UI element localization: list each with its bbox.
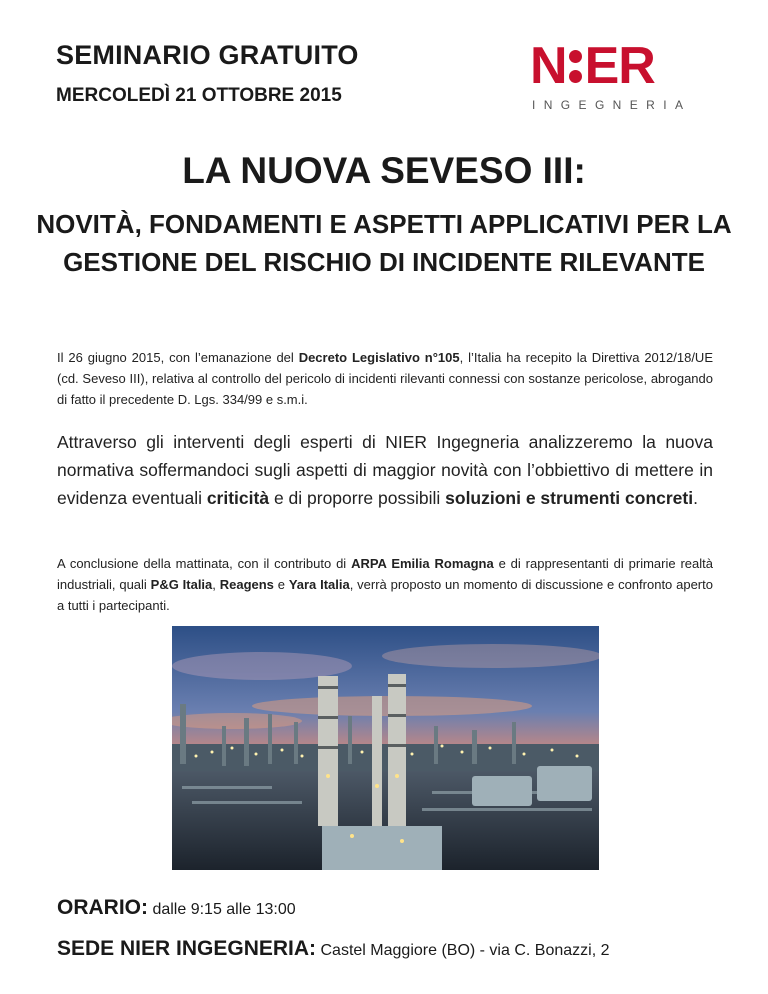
logo-wordmark: [530, 37, 655, 95]
highlight-yara: Yara Italia: [288, 577, 350, 592]
page-subtitle: NOVITÀ, FONDAMENTI E ASPETTI APPLICATIVI PER LA GESTIONE DEL RISCHIO DI INCIDENTE RILEVANTE: [36, 209, 732, 277]
logo-subtitle: INGEGNERIA: [532, 98, 692, 112]
logo-letters-er: ER: [584, 37, 655, 95]
intro-paragraph: [57, 347, 713, 410]
nier-logo: [530, 37, 710, 120]
schedule-label: ORARIO:: [57, 896, 148, 919]
description-paragraph: [57, 428, 713, 512]
text-span: Attraverso gli interventi degli esperti di NIER Ingegneria analizzeremo la nuova normativa soffermandoci sugli aspetti di maggior novità con l’obbiettivo di mettere in evidenza eventuali: [57, 432, 713, 508]
text-span: e di rappresentanti di primarie realtà industriali, quali: [57, 556, 713, 592]
highlight-soluzioni: soluzioni e strumenti concreti: [445, 488, 694, 508]
text-span: , l’Italia ha recepito la Direttiva 2012/18/UE (cd. Seveso III), relativa al controllo del pericolo di incidenti rilevanti connessi con sostanze pericolose, abrogando di fatto il precedente D. Lgs. 334/99 e s.m.i.: [57, 350, 713, 407]
decree-highlight: Decreto Legislativo n°105: [298, 350, 460, 365]
text-span: Il 26 giugno 2015, con l’emanazione del: [57, 350, 299, 365]
highlight-reagens: Reagens: [219, 577, 274, 592]
text-span: e: [273, 577, 289, 592]
event-type: SEMINARIO GRATUITO: [56, 40, 359, 70]
text-span: , verrà proposto un momento di discussione e confronto aperto a tutti i partecipanti.: [57, 577, 713, 613]
text-span: ,: [212, 577, 220, 592]
refinery-photo: [172, 626, 599, 870]
text-span: A conclusione della mattinata, con il contributo di: [57, 556, 352, 571]
venue-line: [57, 937, 609, 961]
refinery-image: [172, 626, 599, 870]
schedule-line: [57, 896, 296, 920]
event-date: MERCOLEDÌ 21 OTTOBRE 2015: [56, 85, 342, 106]
venue-value: Castel Maggiore (BO) - via C. Bonazzi, 2: [316, 942, 610, 959]
highlight-criticita: criticità: [206, 488, 270, 508]
text-span: e di proporre possibili: [269, 488, 446, 508]
highlight-pg: P&G Italia: [150, 577, 213, 592]
logo-letter-n: N: [530, 37, 567, 95]
logo-colon-icon: [569, 46, 583, 86]
text-span: .: [693, 488, 698, 508]
header: [56, 38, 359, 107]
conclusion-paragraph: [57, 553, 713, 616]
page-title: LA NUOVA SEVESO III:: [182, 150, 586, 191]
venue-label: SEDE NIER INGEGNERIA:: [57, 937, 317, 960]
schedule-value: dalle 9:15 alle 13:00: [148, 901, 296, 918]
highlight-arpa: ARPA Emilia Romagna: [351, 556, 494, 571]
